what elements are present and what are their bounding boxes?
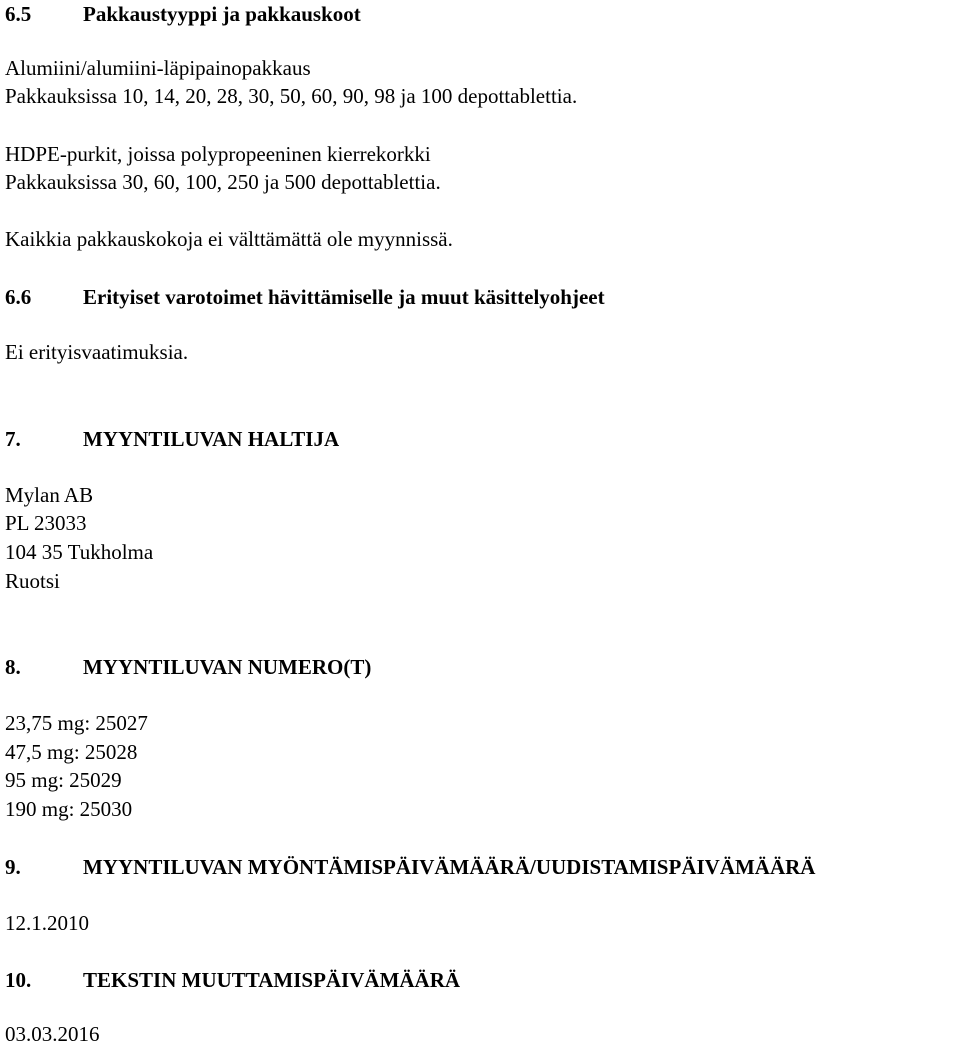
section-number: 9. — [5, 855, 21, 879]
paragraph-line: Pakkauksissa 10, 14, 20, 28, 30, 50, 60, 90, 98 ja 100 depottablettia. — [5, 84, 578, 108]
section-title: MYYNTILUVAN MYÖNTÄMISPÄIVÄMÄÄRÄ/UUDISTAMISPÄIVÄMÄÄRÄ — [83, 855, 816, 879]
section-number: 10. — [5, 968, 32, 992]
section-title: TEKSTIN MUUTTAMISPÄIVÄMÄÄRÄ — [83, 968, 461, 992]
date-line: 03.03.2016 — [5, 1022, 100, 1046]
section-10-heading — [5, 968, 460, 992]
license-number-line: 47,5 mg: 25028 — [5, 740, 138, 764]
section-number: 7. — [5, 427, 21, 451]
address-line: 104 35 Tukholma — [5, 540, 154, 564]
section-title: MYYNTILUVAN HALTIJA — [83, 427, 340, 451]
paragraph-line: Pakkauksissa 30, 60, 100, 250 ja 500 depottablettia. — [5, 170, 441, 194]
address-line: Mylan AB — [5, 483, 94, 507]
section-number: 6.6 — [5, 285, 32, 309]
section-number: 6.5 — [5, 2, 32, 26]
section-9-heading — [5, 855, 815, 879]
paragraph-line: Kaikkia pakkauskokoja ei välttämättä ole myynnissä. — [5, 227, 453, 251]
section-title: MYYNTILUVAN NUMERO(T) — [83, 655, 372, 679]
section-6-5-heading — [5, 2, 361, 26]
section-6-6-heading — [5, 285, 605, 309]
paragraph-line: Ei erityisvaatimuksia. — [5, 340, 189, 364]
license-number-line: 23,75 mg: 25027 — [5, 711, 148, 735]
address-line: Ruotsi — [5, 569, 60, 593]
section-7-heading — [5, 427, 339, 451]
section-title: Pakkaustyyppi ja pakkauskoot — [83, 2, 361, 26]
section-title: Erityiset varotoimet hävittämiselle ja muut käsittelyohjeet — [83, 285, 605, 309]
license-number-line: 95 mg: 25029 — [5, 768, 122, 792]
license-number-line: 190 mg: 25030 — [5, 797, 133, 821]
paragraph-line: HDPE-purkit, joissa polypropeeninen kierrekorkki — [5, 142, 431, 166]
paragraph-line: Alumiini/alumiini-läpipainopakkaus — [5, 56, 311, 80]
address-line: PL 23033 — [5, 511, 87, 535]
section-8-heading — [5, 655, 371, 679]
section-number: 8. — [5, 655, 21, 679]
date-line: 12.1.2010 — [5, 911, 89, 935]
